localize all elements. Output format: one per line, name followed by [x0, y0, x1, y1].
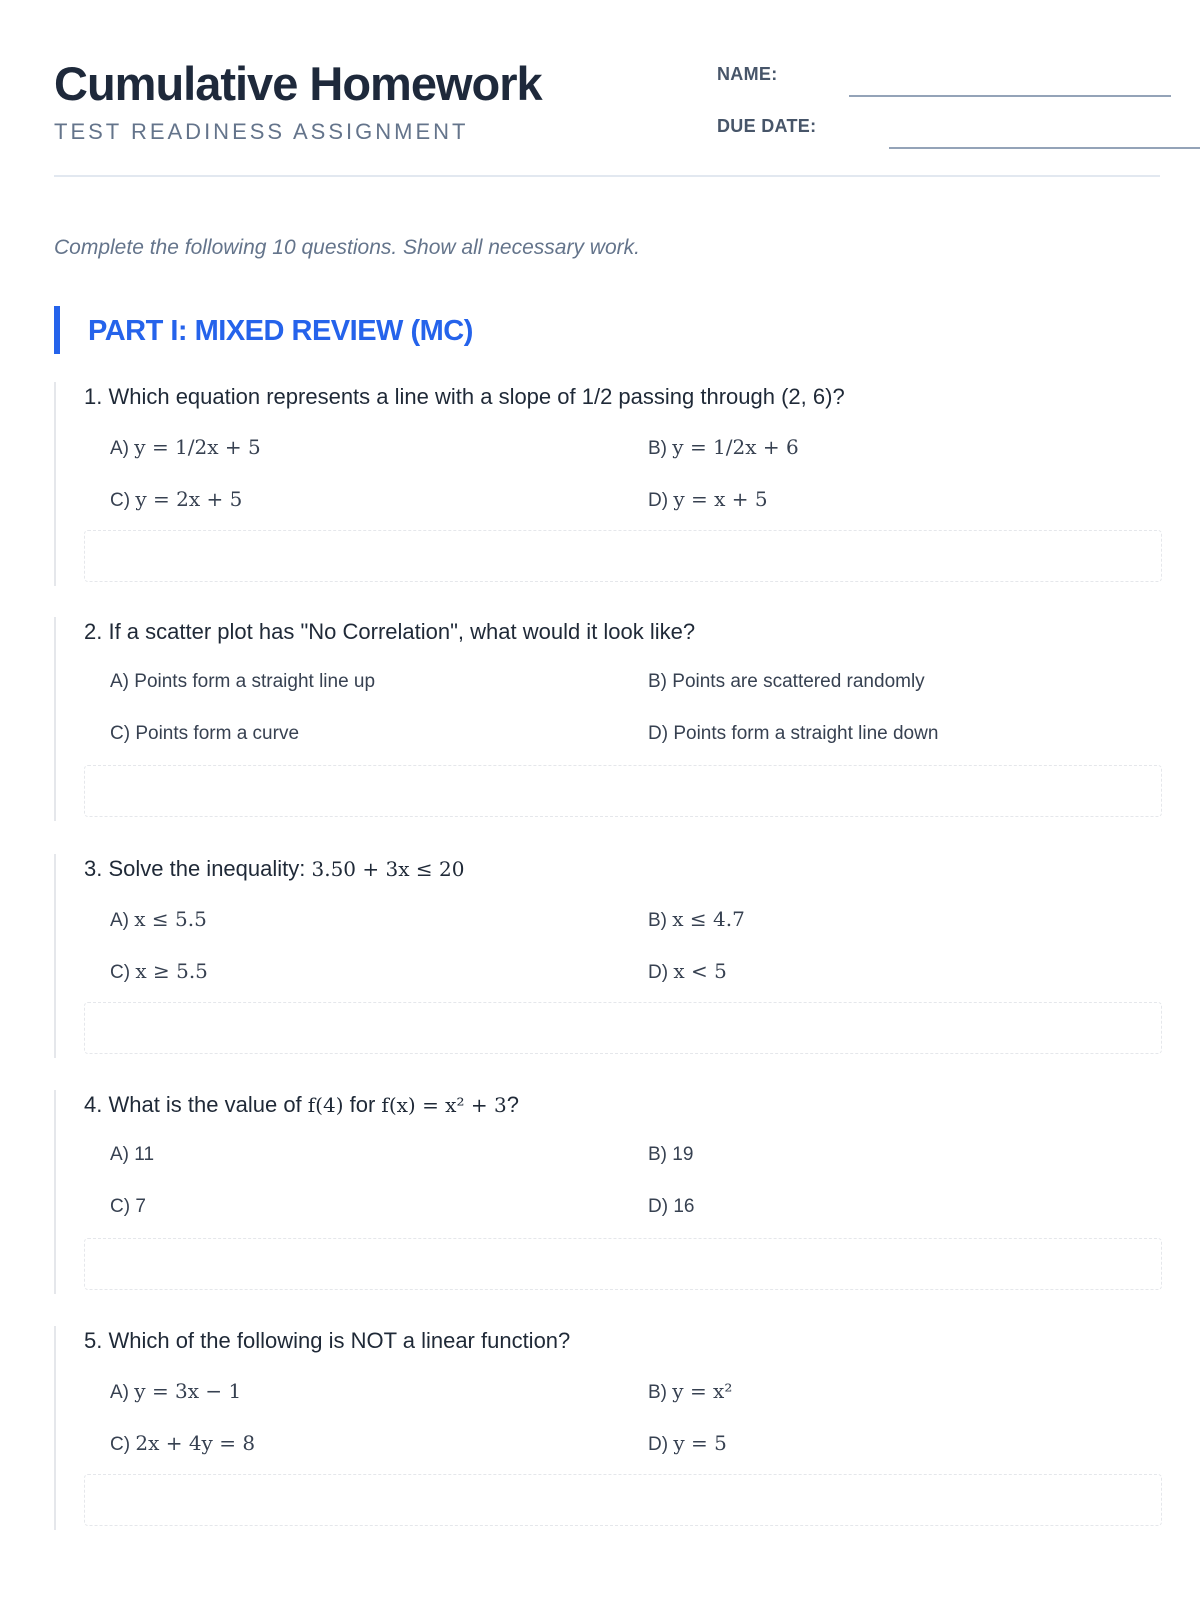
instructions: Complete the following 10 questions. Show all necessary work.	[54, 236, 640, 259]
choice-b[interactable]	[648, 906, 745, 934]
question-3	[54, 854, 1162, 1058]
choice-letter: D)	[648, 962, 669, 983]
question-math-function: f(x) = x² + 3	[381, 1093, 507, 1117]
choice-letter: B)	[648, 1382, 667, 1403]
choice-letter: A)	[110, 910, 129, 931]
question-prompt: 2. If a scatter plot has "No Correlation", what would it look like?	[84, 619, 696, 644]
choice-text: Points form a curve	[135, 723, 300, 744]
choice-text: y = x²	[672, 1379, 733, 1403]
choice-a[interactable]	[110, 434, 261, 462]
due-date-field[interactable]	[717, 114, 816, 146]
question-prompt: 3. Solve the inequality:	[84, 856, 312, 881]
choice-letter: B)	[648, 1144, 667, 1165]
choice-c[interactable]	[110, 486, 242, 514]
choice-a[interactable]	[110, 669, 375, 695]
choice-letter: A)	[110, 438, 129, 459]
choice-letter: B)	[648, 671, 667, 692]
choice-letter: A)	[110, 671, 129, 692]
choice-text: x < 5	[673, 959, 727, 983]
worksheet-page	[54, 0, 1160, 1600]
page-title: Cumulative Homework	[54, 57, 542, 110]
choice-b[interactable]	[648, 434, 799, 462]
choice-d[interactable]	[648, 1430, 727, 1458]
choice-d[interactable]	[648, 1194, 694, 1220]
question-text	[84, 854, 464, 884]
name-label: NAME:	[717, 64, 778, 84]
question-text	[84, 617, 695, 647]
question-4	[54, 1090, 1162, 1294]
choice-text: y = 1/2x + 5	[134, 435, 261, 459]
question-prompt: 4. What is the value of	[84, 1092, 308, 1117]
choice-letter: C)	[110, 723, 131, 744]
choice-text: Points form a straight line up	[134, 671, 376, 692]
choice-c[interactable]	[110, 1430, 255, 1458]
choice-letter: B)	[648, 438, 667, 459]
choice-text: Points form a straight line down	[673, 723, 939, 744]
choice-c[interactable]	[110, 958, 208, 986]
choice-text: x ≥ 5.5	[135, 959, 208, 983]
name-blank-line[interactable]	[849, 95, 1171, 97]
page-subtitle: TEST READINESS ASSIGNMENT	[54, 119, 469, 144]
choice-a[interactable]	[110, 906, 207, 934]
choice-text: 11	[134, 1144, 155, 1165]
worksheet-header	[54, 56, 1160, 176]
due-date-label: DUE DATE:	[717, 116, 817, 136]
choice-text: x ≤ 5.5	[134, 907, 207, 931]
work-area[interactable]	[84, 1238, 1162, 1290]
work-area[interactable]	[84, 1002, 1162, 1054]
choice-text: x ≤ 4.7	[672, 907, 745, 931]
question-math: 3.50 + 3x ≤ 20	[311, 857, 465, 881]
choice-c[interactable]	[110, 721, 299, 747]
choice-letter: A)	[110, 1144, 129, 1165]
choice-letter: C)	[110, 490, 131, 511]
choice-d[interactable]	[648, 486, 768, 514]
choice-b[interactable]	[648, 1142, 693, 1168]
choice-a[interactable]	[110, 1378, 241, 1406]
choice-letter: C)	[110, 1196, 131, 1217]
question-prompt: 5. Which of the following is NOT a linear function?	[84, 1328, 571, 1353]
choice-letter: C)	[110, 1434, 131, 1455]
question-prompt: 1. Which equation represents a line with a slope of 1/2 passing through (2, 6)?	[84, 384, 845, 409]
choice-text: y = 2x + 5	[135, 487, 243, 511]
choice-text: 19	[672, 1144, 694, 1165]
choice-c[interactable]	[110, 1194, 146, 1220]
question-text	[84, 1090, 519, 1120]
section-title: PART I: MIXED REVIEW (MC)	[88, 315, 473, 347]
header-divider	[54, 175, 1160, 177]
choice-text: 7	[135, 1196, 146, 1217]
choice-text: 16	[673, 1196, 695, 1217]
question-math: f(4)	[307, 1093, 344, 1117]
choice-d[interactable]	[648, 958, 727, 986]
choice-letter: B)	[648, 910, 667, 931]
question-text	[84, 382, 845, 412]
question-1	[54, 382, 1162, 586]
question-text	[84, 1326, 570, 1356]
work-area[interactable]	[84, 1474, 1162, 1526]
question-5	[54, 1326, 1162, 1530]
choice-text: y = 3x − 1	[134, 1379, 242, 1403]
choice-letter: A)	[110, 1382, 129, 1403]
choice-text: 2x + 4y = 8	[135, 1431, 256, 1455]
choice-letter: C)	[110, 962, 131, 983]
choice-letter: D)	[648, 723, 669, 744]
choice-letter: D)	[648, 1434, 669, 1455]
choice-letter: D)	[648, 1196, 669, 1217]
choice-a[interactable]	[110, 1142, 154, 1168]
choice-b[interactable]	[648, 669, 925, 695]
work-area[interactable]	[84, 530, 1162, 582]
work-area[interactable]	[84, 765, 1162, 817]
choice-text: y = 1/2x + 6	[672, 435, 799, 459]
question-2	[54, 617, 1162, 821]
choice-text: y = x + 5	[673, 487, 768, 511]
name-field[interactable]	[717, 62, 778, 94]
choice-b[interactable]	[648, 1378, 732, 1406]
choice-letter: D)	[648, 490, 669, 511]
due-date-blank-line[interactable]	[889, 147, 1200, 149]
section-accent-bar	[54, 306, 60, 354]
choice-d[interactable]	[648, 721, 938, 747]
choice-text: y = 5	[673, 1431, 727, 1455]
choice-text: Points are scattered randomly	[672, 671, 925, 692]
section-heading	[54, 306, 1160, 354]
question-suffix: ?	[506, 1092, 519, 1117]
question-connector: for	[343, 1092, 382, 1117]
